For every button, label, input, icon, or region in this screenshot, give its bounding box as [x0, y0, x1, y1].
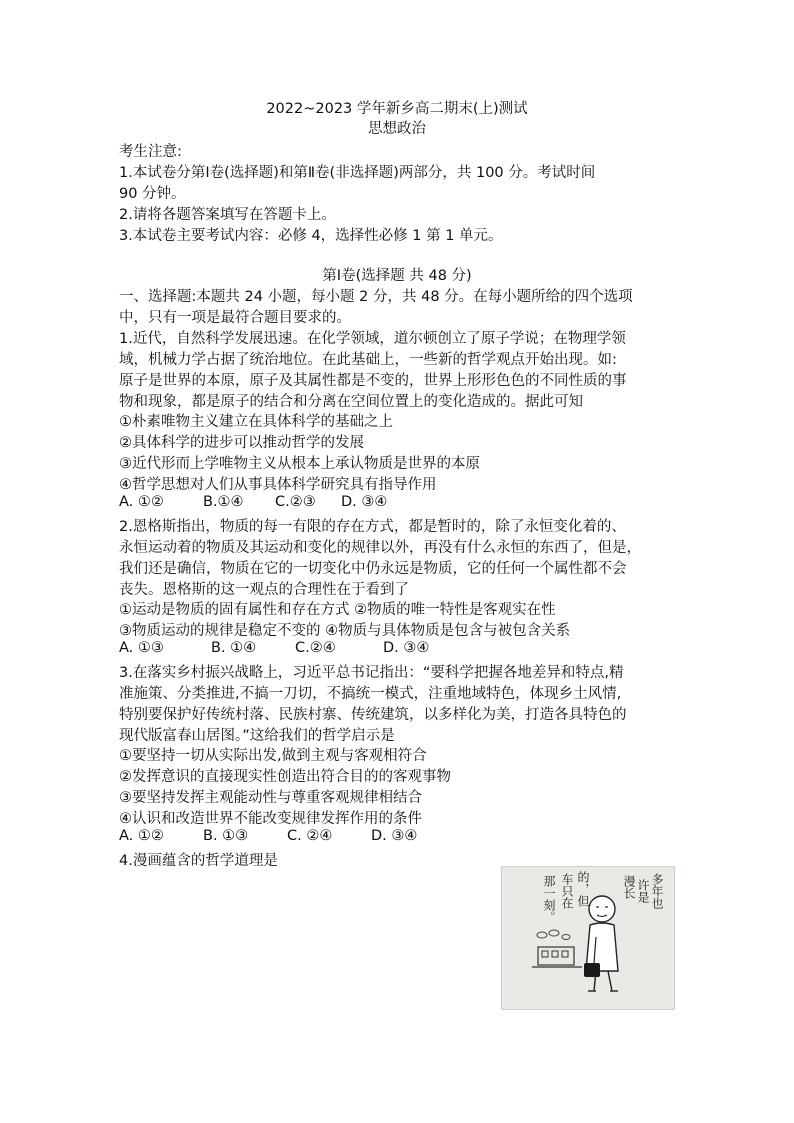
- cartoon-caption-column: 那一刻。: [542, 875, 556, 923]
- option-d: D. ③④: [383, 640, 430, 656]
- question-stem: 现代版富春山居图。”这给我们的哲学启示是: [119, 728, 395, 744]
- notice-line: 3.本试卷主要考试内容：必修 4，选择性必修 1 第 1 单元。: [119, 228, 503, 244]
- cartoon-caption-column: 漫长: [622, 875, 636, 899]
- question-stem: 1.近代，自然科学发展迅速。在化学领域，道尔顿创立了原子学说；在物理学领: [119, 331, 626, 347]
- option-a: A. ①②: [119, 494, 164, 510]
- exam-title: 2022~2023 学年新乡高二期末(上)测试: [266, 101, 528, 117]
- question-stem: 特别要保护好传统村落、民族村寨、传统建筑，以多样化为美，打造各具特色的: [119, 707, 627, 723]
- option-c: C. ②④: [287, 828, 333, 844]
- option-b: B. ①③: [203, 828, 249, 844]
- question-stem: 准施策、分类推进,不搞一刀切，不搞统一模式，注重地域特色，体现乡土风情,: [119, 686, 622, 702]
- question-stem: 3.在落实乡村振兴战略上，习近平总书记指出：“要科学把握各地差异和特点,精: [119, 665, 624, 681]
- question-stem: 丧失。恩格斯的这一观点的合理性在于看到了: [119, 582, 409, 598]
- question-stem: 2.恩格斯指出，物质的每一有限的存在方式，都是暂时的，除了永恒变化着的、: [119, 519, 626, 535]
- cartoon-caption-column: 许是: [636, 879, 650, 903]
- answer-options: [119, 640, 429, 656]
- notice-heading: 考生注意:: [119, 144, 182, 160]
- subject-title: 思想政治: [368, 121, 426, 137]
- option-b: B.①④: [203, 494, 244, 510]
- option-c: C.②④: [295, 640, 336, 656]
- question-item: ③物质运动的规律是稳定不变的 ④物质与具体物质是包含与被包含关系: [119, 623, 571, 639]
- question-item: ④认识和改造世界不能改变规律发挥作用的条件: [119, 811, 422, 827]
- option-a: A. ①②: [119, 828, 164, 844]
- option-c: C.②③: [275, 494, 316, 510]
- answer-options: [119, 494, 387, 510]
- question-item: ③近代形而上学唯物主义从根本上承认物质是世界的本原: [119, 456, 480, 472]
- notice-line: 2.请将各题答案填写在答题卡上。: [119, 207, 336, 223]
- option-d: D. ③④: [371, 828, 418, 844]
- cartoon-caption-column: 多年也: [650, 873, 664, 909]
- question-item: ④哲学思想对人们从事具体科学研究具有指导作用: [119, 477, 437, 493]
- section-instructions: 中，只有一项是最符合题目要求的。: [119, 310, 351, 326]
- option-d: D. ③④: [341, 494, 388, 510]
- question-item: ②具体科学的进步可以推动哲学的发展: [119, 435, 364, 451]
- cartoon-image: [501, 866, 675, 1010]
- question-item: ①要坚持一切从实际出发,做到主观与客观相符合: [119, 748, 427, 764]
- option-a: A. ①③: [119, 640, 164, 656]
- question-item: ②发挥意识的直接现实性创造出符合目的的客观事物: [119, 769, 451, 785]
- question-item: ①朴素唯物主义建立在具体科学的基础之上: [119, 414, 393, 430]
- option-b: B. ①④: [211, 640, 257, 656]
- answer-options: [119, 828, 417, 844]
- cartoon-caption-column: 的，但: [576, 871, 590, 907]
- notice-line: 90 分钟。: [119, 186, 186, 202]
- section-title: 第Ⅰ卷(选择题 共 48 分): [322, 268, 472, 284]
- question-stem: 原子是世界的本原，原子及其属性都是不变的，世界上形形色色的不同性质的事: [119, 373, 627, 389]
- question-item: ③要坚持发挥主观能动性与尊重客观规律相结合: [119, 790, 422, 806]
- question-stem: 物和现象，都是原子的结合和分离在空间位置上的变化造成的。据此可知: [119, 394, 583, 410]
- cartoon-caption-column: 车只在: [560, 873, 574, 909]
- section-instructions: 一、选择题:本题共 24 小题，每小题 2 分，共 48 分。在每小题所给的四个选项: [119, 289, 633, 305]
- question-item: ①运动是物质的固有属性和存在方式 ②物质的唯一特性是客观实在性: [119, 602, 556, 618]
- notice-line: 1.本试卷分第Ⅰ卷(选择题)和第Ⅱ卷(非选择题)两部分，共 100 分。考试时间: [119, 165, 596, 181]
- question-stem: 我们还是确信，物质在它的一切变化中仍永远是物质，它的任何一个属性都不会: [119, 561, 627, 577]
- question-stem: 域，机械力学占据了统治地位。在此基础上，一些新的哲学观点开始出现。如:: [119, 352, 617, 368]
- question-stem: 4.漫画蕴含的哲学道理是: [119, 853, 278, 869]
- question-stem: 永恒运动着的物质及其运动和变化的规律以外，再没有什么永恒的东西了，但是，: [119, 540, 641, 556]
